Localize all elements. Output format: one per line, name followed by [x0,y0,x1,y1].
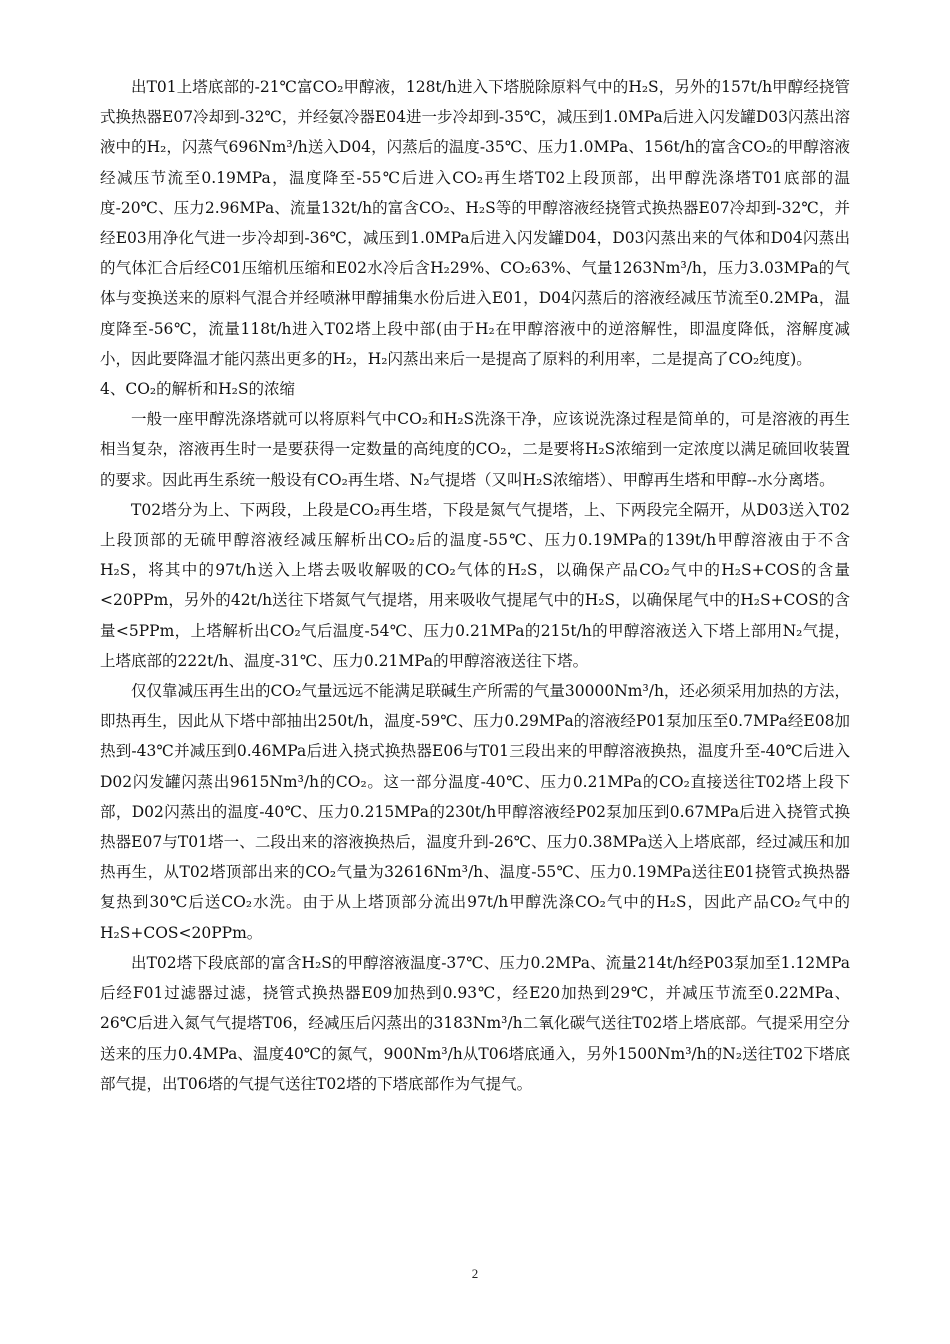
paragraph-thermal-regeneration: 仅仅靠减压再生出的CO₂气量远远不能满足联碱生产所需的气量30000Nm³/h，还必须采用加热的方法，即热再生，因此从下塔中部抽出250t/h，温度-59℃、压力0.29MPa的溶液经P01泵加压至0.7MPa经E08加热到-43℃并减压到0.46MPa后进入挠式换热器E06与T01三段出来的甲醇溶液换热，温度升至-40℃后进入D02闪发罐闪蒸出9615Nm³/h的CO₂。这一部分温度-40℃、压力0.21MPa的CO₂直接送往T02塔上段下部，D02闪蒸出的温度-40℃、压力0.215MPa的230t/h甲醇溶液经P02泵加压到0.67MPa后进入挠管式换热器E07与T01塔一、二段出来的溶液换热后，温度升到-26℃、压力0.38MPa送入上塔底部，经过减压和加热再生，从T02塔顶部出来的CO₂气量为32616Nm³/h、温度-55℃、压力0.19MPa送往E01挠管式换热器复热到30℃后送CO₂水洗。由于从上塔顶部分流出97t/h甲醇洗涤CO₂气中的H₂S，因此产品CO₂气中的H₂S+COS<20PPm。 [100,682,850,942]
paragraph-regeneration-overview: 一般一座甲醇洗涤塔就可以将原料气中CO₂和H₂S洗涤干净，应该说洗涤过程是简单的，可是溶液的再生相当复杂，溶液再生时一是要获得一定数量的高纯度的CO₂，二是要将H₂S浓缩到一定浓度以满足硫回收装置的要求。因此再生系统一般设有CO₂再生塔、N₂气提塔（又叫H₂S浓缩塔）、甲醇再生塔和甲醇--水分离塔。 [100,410,850,489]
paragraph-methanol-flash: 出T01上塔底部的-21℃富CO₂甲醇液，128t/h进入下塔脱除原料气中的H₂S，另外的157t/h甲醇经挠管式换热器E07冷却到-32℃，并经氨冷器E04进一步冷却到-35℃，减压到1.0MPa后进入闪发罐D03闪蒸出溶液中的H₂，闪蒸气696Nm³/h送入D04，闪蒸后的温度-35℃、压力1.0MPa、156t/h的富含CO₂的甲醇溶液经减压节流至0.19MPa，温度降至-55℃后进入CO₂再生塔T02上段顶部，出甲醇洗涤塔T01底部的温度-20℃、压力2.96MPa、流量132t/h的富含CO₂、H₂S等的甲醇溶液经挠管式换热器E07冷却到-32℃，并经E03用净化气进一步冷却到-36℃，减压到1.0MPa后进入闪发罐D04，D03闪蒸出来的气体和D04闪蒸出的气体汇合后经C01压缩机压缩和E02水冷后含H₂29%、CO₂63%、气量1263Nm³/h，压力3.03MPa的气体与变换送来的原料气混合并经喷淋甲醇捕集水份后进入E01，D04闪蒸后的溶液经减压节流至0.2MPa，温度降至-56℃，流量118t/h进入T02塔上段中部(由于H₂在甲醇溶液中的逆溶解性，即温度降低，溶解度减小，因此要降温才能闪蒸出更多的H₂，H₂闪蒸出来后一是提高了原料的利用率，二是提高了CO₂纯度)。 [100,78,850,368]
page-number: 2 [471,1266,479,1281]
paragraph-t02-tower: T02塔分为上、下两段，上段是CO₂再生塔，下段是氮气气提塔，上、下两段完全隔开，从D03送入T02上段顶部的无硫甲醇溶液经减压解析出CO₂后的温度-55℃、压力0.19MPa的139t/h甲醇溶液由于不含H₂S，将其中的97t/h送入上塔去吸收解吸的CO₂气体的H₂S，以确保产品CO₂气中的H₂S+COS的含量<20PPm，另外的42t/h送往下塔氮气气提塔，用来吸收气提尾气中的H₂S，以确保尾气中的H₂S+COS的含量<5PPm，上塔解析出CO₂气后温度-54℃、压力0.21MPa的215t/h的甲醇溶液送入下塔上部用N₂气提，上塔底部的222t/h、温度-31℃、压力0.21MPa的甲醇溶液送往下塔。 [100,500,850,670]
paragraph-nitrogen-stripping: 出T02塔下段底部的富含H₂S的甲醇溶液温度-37℃、压力0.2MPa、流量214t/h经P03泵加至1.12MPa后经F01过滤器过滤，挠管式换热器E09加热到0.93℃，经E20加热到29℃，并减压节流至0.22MPa、26℃后进入氮气气提塔T06，经减压后闪蒸出的3183Nm³/h二氧化碳气送往T02塔上塔底部。气提采用空分送来的压力0.4MPa、温度40℃的氮气，900Nm³/h从T06塔底通入，另外1500Nm³/h的N₂送往T02下塔底部气提，出T06塔的气提气送往T02塔的下塔底部作为气提气。 [100,953,850,1093]
section-heading-co2-desorption: 4、CO₂的解析和H₂S的浓缩 [100,380,295,399]
